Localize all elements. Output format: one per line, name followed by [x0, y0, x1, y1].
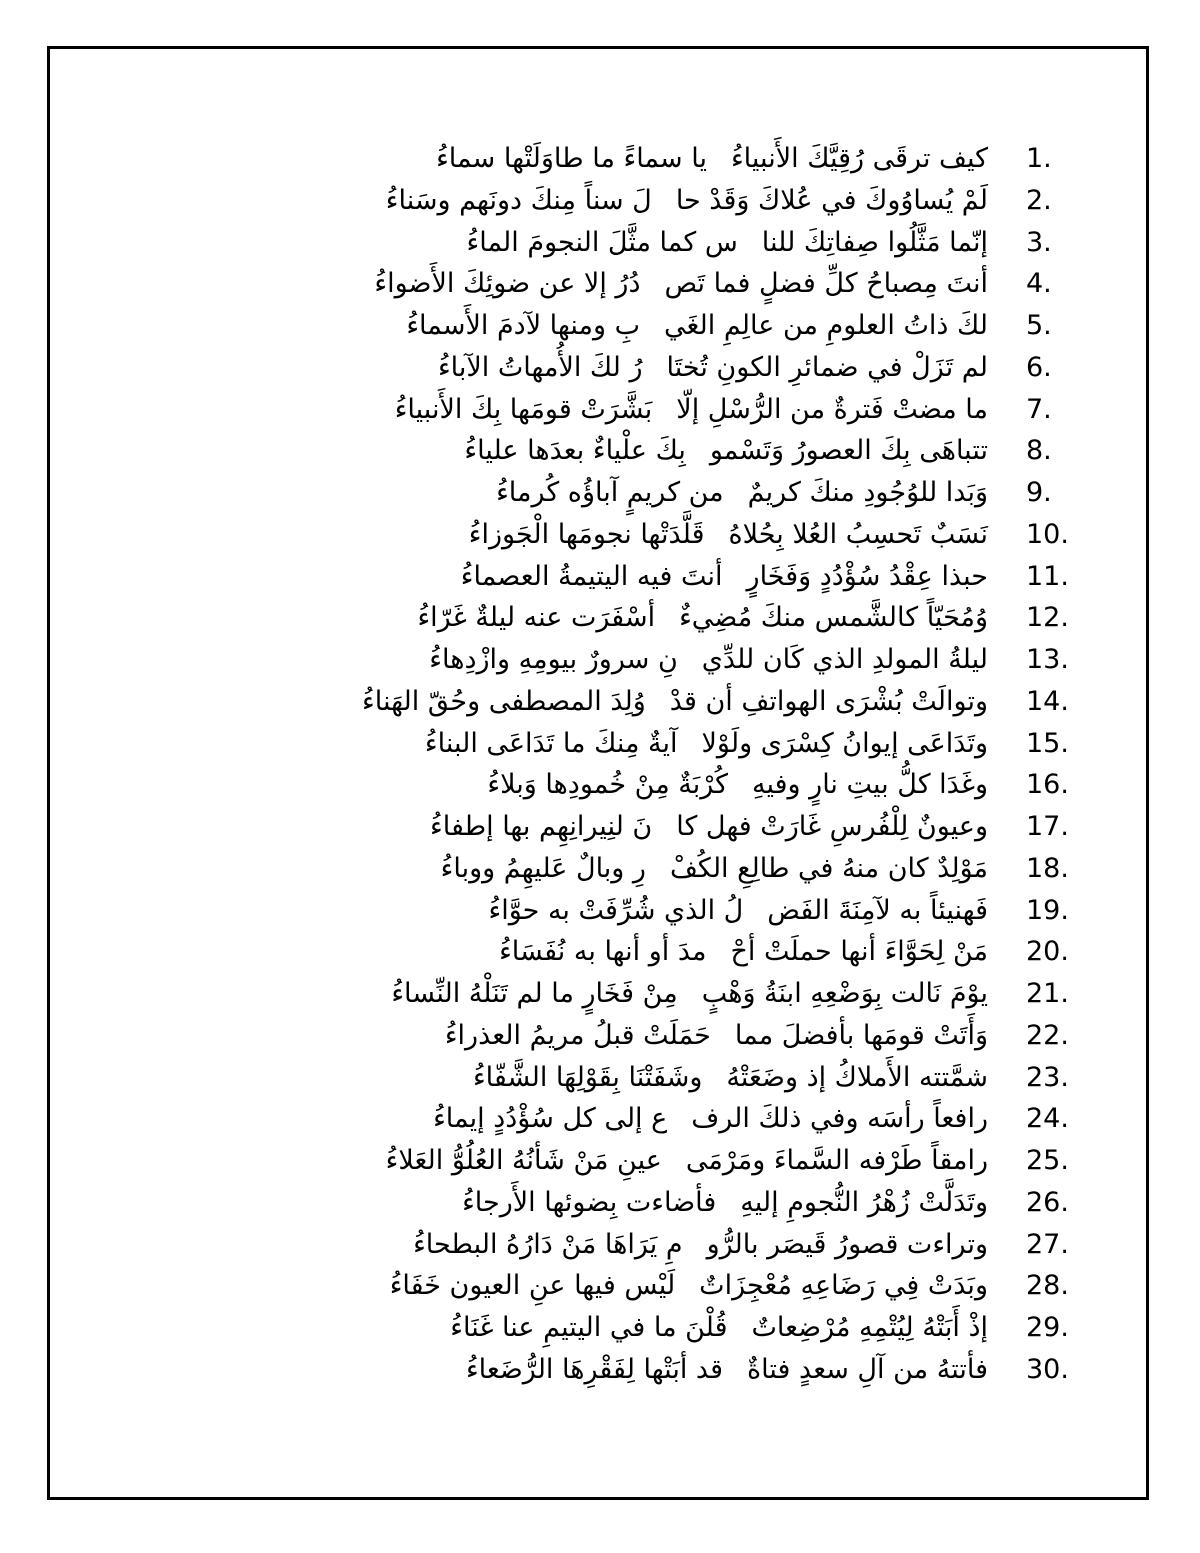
- verse-number: 25.: [1026, 1145, 1069, 1176]
- verse-number: 2.: [1026, 184, 1052, 216]
- verse-first-hemistich: لكَ ذاتُ العلومِ من عالِمِ الغَي: [664, 310, 988, 341]
- verse-first-hemistich: رافعاً رأسَه وفي ذلكَ الرف: [691, 1103, 988, 1135]
- verse-number: 26.: [1026, 1186, 1069, 1218]
- verse-line: [0, 682, 1200, 722]
- verse-first-hemistich: وغَدَا كلُّ بيتِ نارٍ وفيهِ: [752, 769, 988, 801]
- verse-second-hemistich: أنتَ فيه اليتيمةُ العصماءُ: [460, 560, 723, 592]
- verse-line: [0, 348, 1200, 388]
- verse-line: [0, 849, 1200, 889]
- verse-line: [0, 515, 1200, 555]
- verse-number: 10.: [1026, 518, 1069, 550]
- verse-second-hemistich: بِكَ علْياءٌ بعدَها علياءُ: [464, 435, 686, 467]
- verse-second-hemistich: آيةٌ مِنكَ ما تَدَاعَى البناءُ: [424, 727, 678, 759]
- verse-first-hemistich: مَنْ لِحَوَّاءَ أنها حملَتْ أحْ: [730, 936, 988, 968]
- verse-first-hemistich: وَبَدا للوُجُودِ منكَ كريمٌ: [747, 477, 988, 508]
- verse-second-hemistich: مدَ أو أنها به نُفَسَاءُ: [499, 936, 707, 968]
- verse-line: [0, 139, 1200, 179]
- verse-line: [0, 932, 1200, 972]
- verse-number: 29.: [1026, 1312, 1069, 1343]
- verse-first-hemistich: وعيونٌ لِلْفُرسِ غَارَتْ فهل كا: [676, 811, 988, 842]
- verse-first-hemistich: رامقاً طَرْفه السَّماءَ ومَرْمَى: [685, 1145, 988, 1176]
- verse-line: [0, 1016, 1200, 1056]
- verse-number: 24.: [1026, 1103, 1069, 1135]
- verse-number: 12.: [1026, 602, 1069, 634]
- verse-first-hemistich: شمَّتته الأَملاكُ إذ وضَعَتْهُ: [726, 1061, 988, 1093]
- verse-second-hemistich: نِ سرورٌ بيومِهِ وازْدِهاءُ: [429, 644, 678, 675]
- verse-line: [0, 640, 1200, 680]
- verse-second-hemistich: رِ وبالٌ عَليهِمُ ووباءُ: [440, 852, 646, 884]
- verse-line: [0, 598, 1200, 638]
- verse-line: [0, 223, 1200, 263]
- verse-first-hemistich: وتَدَاعَى إيوانُ كِسْرَى ولَوْلا: [701, 727, 988, 759]
- verse-line: [0, 431, 1200, 471]
- verse-second-hemistich: لَيْس فيها عنِ العيون خَفَاءُ: [389, 1270, 676, 1302]
- verse-number: 3.: [1026, 226, 1052, 258]
- verse-second-hemistich: فأضاءت بِضوئها الأَرجاءُ: [462, 1186, 717, 1218]
- verse-line: [0, 390, 1200, 430]
- verse-second-hemistich: دُرُ إلا عن ضوئِكَ الأَضواءُ: [374, 268, 641, 300]
- verse-second-hemistich: بِ ومنها لآدمَ الأَسماءُ: [406, 310, 640, 341]
- verse-second-hemistich: من كريمٍ آباؤُه كُرماءُ: [496, 477, 724, 508]
- verse-first-hemistich: كيف ترقَى رُقِيَّكَ الأَنبياءُ: [730, 143, 988, 174]
- verse-number: 17.: [1026, 811, 1069, 842]
- verse-number: 1.: [1026, 143, 1052, 174]
- verse-number: 27.: [1026, 1228, 1069, 1260]
- verse-first-hemistich: حبذا عِقْدُ سُؤْدُدٍ وَفَخَارٍ: [746, 560, 988, 592]
- verse-line: [0, 1141, 1200, 1181]
- verse-first-hemistich: إذْ أَبَتْهُ لِيُتْمِهِ مُرْضِعاتٌ: [751, 1312, 988, 1343]
- verse-second-hemistich: قَلَّدَتْها نجومَها الْجَوزاءُ: [468, 518, 705, 550]
- verse-number: 14.: [1026, 685, 1069, 717]
- verse-second-hemistich: نَ لنِيرانِهِم بها إطفاءُ: [430, 811, 653, 842]
- verse-line: [0, 306, 1200, 346]
- verse-first-hemistich: وتَدَلَّتْ زُهْرُ النُّجومِ إليهِ: [740, 1186, 988, 1218]
- verse-line: [0, 557, 1200, 597]
- verse-line: [0, 473, 1200, 513]
- verse-number: 30.: [1026, 1353, 1069, 1385]
- verse-second-hemistich: رُ لكَ الأُمهاتُ الآباءُ: [437, 351, 643, 383]
- verse-line: [0, 807, 1200, 847]
- verse-second-hemistich: عينِ مَنْ شَأنُهُ العُلُوُّ العَلاءُ: [385, 1145, 662, 1176]
- verse-line: [0, 765, 1200, 805]
- verse-number: 13.: [1026, 644, 1069, 675]
- verse-first-hemistich: لَمْ يُساوُوكَ في عُلاكَ وَقَدْ حا: [675, 184, 988, 216]
- verse-first-hemistich: فَهنيئاً به لآمِنَةَ الفَض: [767, 894, 988, 926]
- verse-line: [0, 181, 1200, 221]
- verse-number: 20.: [1026, 936, 1069, 968]
- verse-line: [0, 1225, 1200, 1265]
- verse-number: 19.: [1026, 894, 1069, 926]
- verse-first-hemistich: يوْمَ نَالت بِوَضْعِهِ ابنَةُ وَهْبٍ: [701, 978, 988, 1009]
- verse-line: [0, 1308, 1200, 1348]
- verse-second-hemistich: كُرْبَةٌ مِنْ خُمودِها وَبلاءُ: [487, 769, 728, 801]
- verse-second-hemistich: ع إلى كل سُؤْدُدٍ إيماءُ: [433, 1103, 668, 1135]
- verse-line: [0, 724, 1200, 764]
- verse-first-hemistich: مَوْلِدٌ كان منهُ في طالِعِ الكُفْ: [669, 852, 988, 884]
- verse-first-hemistich: وَأَتَتْ قومَها بأفضلَ مما: [734, 1019, 988, 1051]
- verse-first-hemistich: وتوالَتْ بُشْرَى الهواتفِ أن قدْ: [669, 685, 988, 717]
- verse-line: [0, 264, 1200, 304]
- verse-number: 5.: [1026, 310, 1052, 341]
- verse-first-hemistich: وُمُحَيّاً كالشَّمس منكَ مُضِيءٌ: [679, 602, 988, 634]
- verse-number: 8.: [1026, 435, 1052, 467]
- verse-line: [0, 1183, 1200, 1223]
- verse-number: 16.: [1026, 769, 1069, 801]
- verse-first-hemistich: أنتَ مِصباحُ كلِّ فضلٍ فما تَص: [664, 268, 988, 300]
- verse-second-hemistich: حَمَلَتْ قبلُ مريمُ العذراءُ: [444, 1019, 711, 1051]
- verse-number: 9.: [1026, 477, 1052, 508]
- verse-first-hemistich: وتراءت قصورُ قَيصَر بالرُّو: [706, 1228, 988, 1260]
- verse-second-hemistich: قد أبَتْها لِفَقْرِهَا الرُّضَعاءُ: [465, 1353, 724, 1385]
- verse-second-hemistich: وشَفَتْنَا بِقَوْلِهَا الشَّفّاءُ: [472, 1061, 703, 1093]
- verse-number: 22.: [1026, 1019, 1069, 1051]
- verse-number: 28.: [1026, 1270, 1069, 1302]
- verse-second-hemistich: بَشَّرَتْ قومَها بِكَ الأَنبياءُ: [394, 393, 653, 425]
- verse-first-hemistich: فأتتهُ من آلِ سعدٍ فتاةٌ: [747, 1353, 988, 1385]
- verse-number: 4.: [1026, 268, 1052, 300]
- verse-second-hemistich: مِ يَرَاهَا مَنْ دَارُهُ البطحاءُ: [413, 1228, 683, 1260]
- verse-second-hemistich: يا سماءً ما طاوَلَتْها سماءُ: [436, 143, 707, 174]
- verse-second-hemistich: أسْفَرَت عنه ليلةٌ غَرّاءُ: [417, 602, 656, 634]
- verse-line: [0, 974, 1200, 1014]
- verse-first-hemistich: وبَدَتْ فِي رَضَاعِهِ مُعْجِزَاتٌ: [699, 1270, 988, 1302]
- verse-line: [0, 1058, 1200, 1098]
- verse-second-hemistich: لَ سناً مِنكَ دونَهم وسَناءُ: [385, 184, 652, 216]
- verse-first-hemistich: نَسَبٌ تَحسِبُ العُلا بِحُلاهُ: [728, 518, 988, 550]
- verse-first-hemistich: ما مضتْ فَترةٌ من الرُّسْلِ إلّا: [676, 393, 988, 425]
- verse-line: [0, 1099, 1200, 1139]
- verse-number: 15.: [1026, 727, 1069, 759]
- verse-first-hemistich: إنّما مَثَّلُوا صِفاتِكَ للنا: [761, 226, 988, 258]
- verse-second-hemistich: مِنْ فَخَارٍ ما لم تَنَلْهُ النِّساءُ: [391, 978, 678, 1009]
- verse-number: 18.: [1026, 852, 1069, 884]
- verse-line: [0, 1266, 1200, 1306]
- verse-number: 7.: [1026, 393, 1052, 425]
- verse-first-hemistich: تتباهَى بِكَ العصورُ وَتَسْمو: [709, 435, 988, 467]
- verse-second-hemistich: س كما مثَّلَ النجومَ الماءُ: [466, 226, 738, 258]
- verse-first-hemistich: ليلةُ المولدِ الذي كَان للدِّي: [701, 644, 988, 675]
- verse-first-hemistich: لم تَزَلْ في ضمائرِ الكونِ تُختَا: [666, 351, 988, 383]
- verse-number: 6.: [1026, 351, 1052, 383]
- verse-number: 21.: [1026, 978, 1069, 1009]
- verse-number: 23.: [1026, 1061, 1069, 1093]
- verse-second-hemistich: قُلْنَ ما في اليتيمِ عنا غَنَاءُ: [450, 1312, 728, 1343]
- verse-line: [0, 1350, 1200, 1390]
- verse-second-hemistich: وُلِدَ المصطفى وحُقّ الهَناءُ: [362, 685, 646, 717]
- verse-number: 11.: [1026, 560, 1069, 592]
- verse-line: [0, 891, 1200, 931]
- verse-second-hemistich: لُ الذي شُرِّفَتْ به حوَّاءُ: [488, 894, 744, 926]
